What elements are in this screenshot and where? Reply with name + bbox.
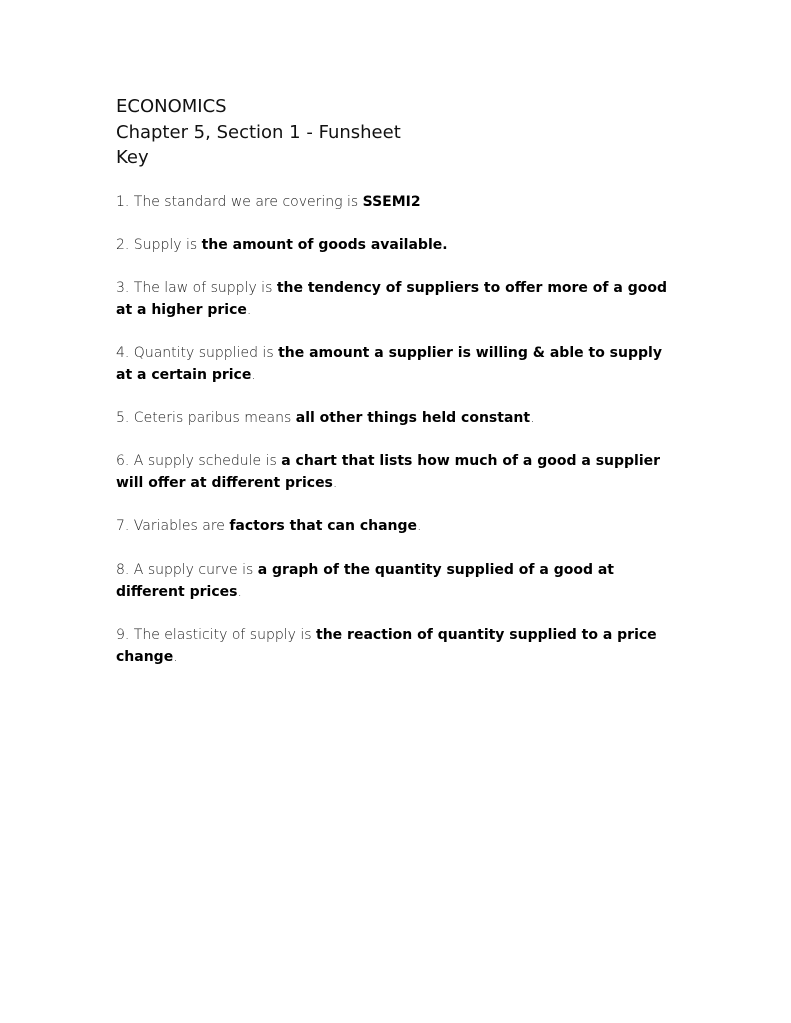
question-7 xyxy=(116,515,676,537)
question-tail: . xyxy=(246,302,252,318)
question-answer: a chart that lists how much of a good a supplier will offer at different prices xyxy=(116,453,661,491)
question-answer: the amount a supplier is willing & able to supply at a certain price xyxy=(116,345,662,383)
question-6 xyxy=(116,450,676,494)
question-prompt: 5. Ceteris paribus means xyxy=(116,410,296,426)
question-tail: . xyxy=(237,584,242,600)
subject-title: ECONOMICS xyxy=(116,96,227,117)
question-answer: factors that can change xyxy=(229,518,418,534)
question-prompt: 3. The law of supply is xyxy=(116,280,277,296)
question-prompt: 7. Variables are xyxy=(116,518,230,534)
question-4 xyxy=(116,342,676,386)
question-answer: the amount of goods available. xyxy=(201,237,448,253)
question-prompt: 8. A supply curve is xyxy=(116,562,258,578)
question-prompt: 9. The elasticity of supply is xyxy=(116,627,317,643)
question-tail: . xyxy=(417,518,422,534)
question-answer: all other things held constant xyxy=(295,410,531,426)
question-8 xyxy=(116,559,676,603)
question-prompt: 1. The standard we are covering is xyxy=(116,194,363,210)
question-tail: . xyxy=(251,367,256,383)
question-answer: the tendency of suppliers to offer more of a good at a higher price xyxy=(116,280,667,318)
question-5 xyxy=(116,407,676,429)
question-prompt: 2. Supply is xyxy=(116,237,202,253)
question-tail: . xyxy=(173,649,178,665)
question-answer: the reaction of quantity supplied to a price change xyxy=(116,627,657,665)
question-tail: . xyxy=(332,475,338,491)
key-label: Key xyxy=(116,147,149,168)
question-2 xyxy=(116,234,676,256)
question-prompt: 4. Quantity supplied is xyxy=(116,345,279,361)
document-header xyxy=(116,94,401,171)
question-prompt: 6. A supply schedule is xyxy=(116,453,282,469)
question-tail: . xyxy=(530,410,535,426)
question-1 xyxy=(116,191,676,213)
question-answer: SSEMI2 xyxy=(362,194,421,210)
question-3 xyxy=(116,277,676,321)
question-9 xyxy=(116,624,676,668)
chapter-title: Chapter 5, Section 1 - Funsheet xyxy=(116,121,401,143)
question-answer: a graph of the quantity supplied of a good at different prices xyxy=(116,562,615,600)
